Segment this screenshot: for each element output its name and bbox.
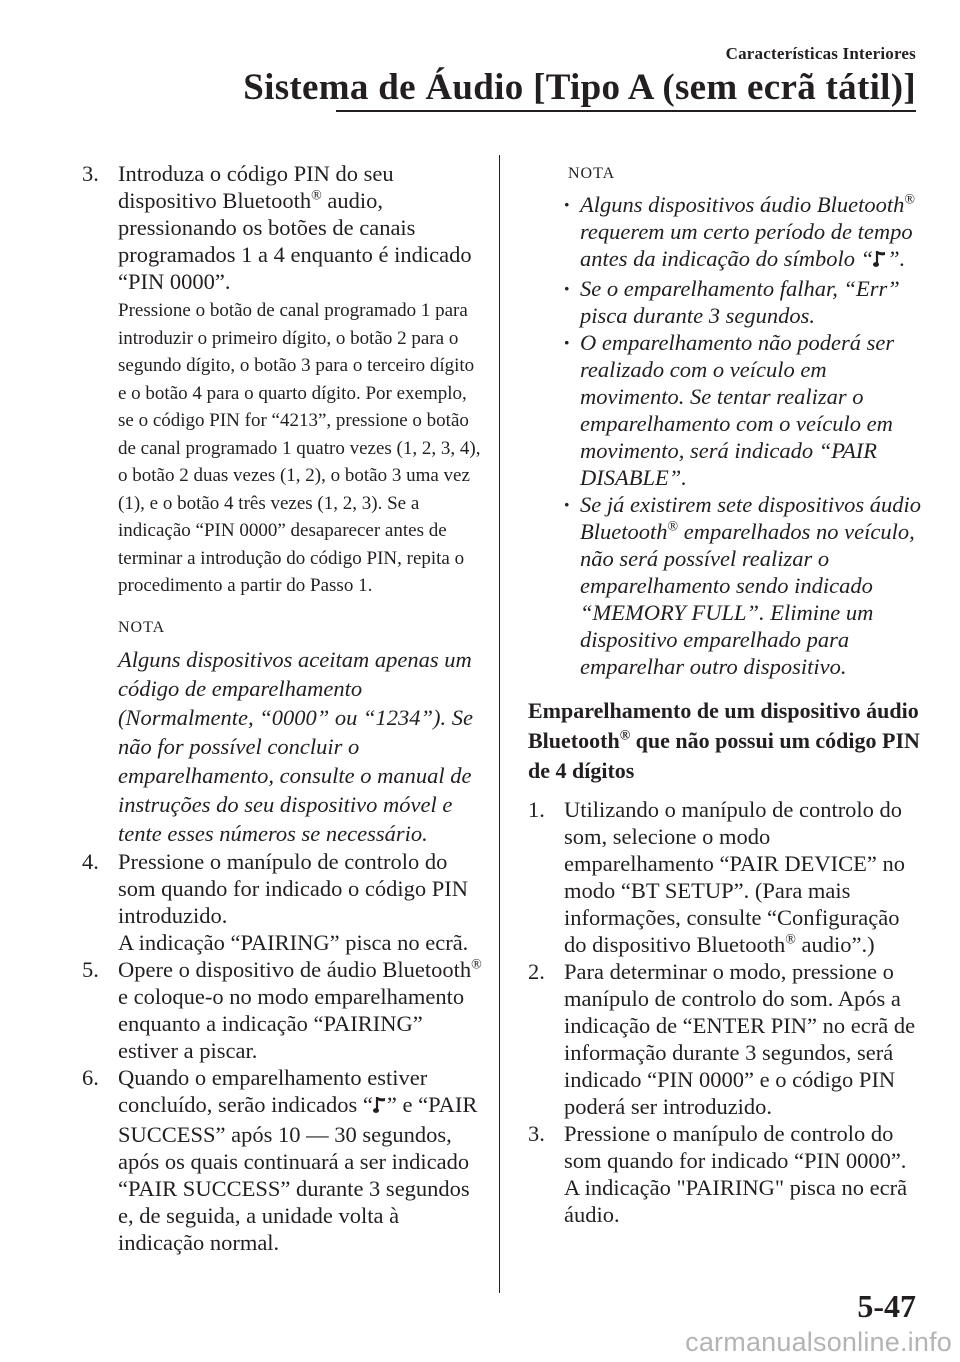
step-text: Introduza o código PIN do seu dispositivo Bluetooth <box>118 161 394 213</box>
step-body <box>118 848 482 956</box>
step-body <box>564 958 923 1120</box>
step-text: ” e “PAIR SUCCESS” após 10 — 30 segundos, após os quais continuará a ser indicado “PAIR SUCCESS” durante 3 segundos e, de seguida, a unidade volta à indicação normal. <box>118 1091 478 1255</box>
step-3 <box>82 160 482 848</box>
watermark: carmanualsonline.info <box>685 1327 952 1357</box>
step-5 <box>82 956 482 1064</box>
step-text: Para determinar o modo, pressione o manípulo de controlo do som. Após a indicação de “ENTER PIN” no ecrã de informação durante 3 segundos, será indicado “PIN 0000” e o código PIN poderá ser introduzido. <box>564 959 916 1119</box>
step-3-right <box>528 1120 923 1228</box>
registered-mark: ® <box>471 957 482 972</box>
step-number: 5. <box>82 956 99 982</box>
section-title: Características Interiores <box>725 44 916 63</box>
step-body <box>118 160 482 848</box>
registered-mark: ® <box>904 192 916 208</box>
step-number: 6. <box>82 1064 99 1090</box>
step-body <box>118 1064 482 1256</box>
step-text: A indicação "PAIRING" pisca no ecrã áudio. <box>564 1175 908 1227</box>
note-bullet: · Alguns dispositivos áudio Bluetooth® requerem um certo período de tempo antes da indicação do símbolo “ ”. <box>558 191 923 275</box>
step-text: A indicação “PAIRING” pisca no ecrã. <box>118 929 469 955</box>
note-bullet: · Se o emparelhamento falhar, “Err” pisca durante 3 segundos. <box>558 275 923 329</box>
step-text: Pressione o manípulo de controlo do som quando for indicado “PIN 0000”. <box>564 1121 907 1173</box>
registered-mark: ® <box>667 519 679 535</box>
step-body <box>564 1120 923 1228</box>
right-column <box>528 160 923 1228</box>
step-4 <box>82 848 482 956</box>
step-2 <box>528 958 923 1120</box>
step-text: e coloque-o no modo emparelhamento enquanto a indicação “PAIRING” estiver a piscar. <box>118 983 465 1063</box>
step-number: 4. <box>82 848 99 874</box>
music-note-icon <box>373 1094 387 1121</box>
page-number: 5-47 <box>857 1288 916 1324</box>
left-column <box>82 160 482 1256</box>
note-bullet-list <box>558 191 923 680</box>
step-detail: Pressione o botão de canal programado 1 para introduzir o primeiro dígito, o botão 2 para o segundo dígito, o botão 3 para o terceiro dígito e o botão 4 para o quarto dígito. Por exemplo, se o código PIN for “4213”, pressione o botão de canal programado 1 quatro vezes (1, 2, 3, 4), o botão 2 duas vezes (1, 2), o botão 3 uma vez (1), e o botão 4 três vezes (1, 2, 3). Se a indicação “PIN 0000” desaparecer antes de terminar a introdução do código PIN, repita o procedimento a partir do Passo 1. <box>118 300 481 596</box>
registered-mark: ® <box>785 932 796 948</box>
note-bullet: · O emparelhamento não poderá ser realizado com o veículo em movimento. Se tentar realizar o emparelhamento com o veículo em movimento, será indicado “PAIR DISABLE”. <box>558 329 923 491</box>
step-number: 3. <box>528 1121 545 1146</box>
step-body <box>118 956 482 1064</box>
step-number: 2. <box>528 959 545 984</box>
step-text: audio, pressionando os botões de canais programados 1 a 4 enquanto é indicado “PIN 0000”. <box>118 188 472 294</box>
step-number: 3. <box>82 161 99 186</box>
music-note-icon <box>873 248 887 275</box>
page-title: Sistema de Áudio [Tipo A (sem ecrã tátil)] <box>243 67 916 108</box>
column-divider <box>499 155 500 1293</box>
step-text: audio”.) <box>795 932 875 957</box>
step-text: Utilizando o manípulo de controlo do som, selecione o modo emparelhamento “PAIR DEVICE” no modo “BT SETUP”. (Para mais informações, consulte “Configuração do dispositivo Bluetooth <box>564 797 905 957</box>
header-rule <box>336 110 916 112</box>
note-label: NOTA <box>118 618 166 636</box>
registered-mark: ® <box>619 728 631 744</box>
note-label: NOTA <box>568 165 616 182</box>
registered-mark: ® <box>311 188 322 204</box>
step-6 <box>82 1064 482 1256</box>
step-text: Pressione o manípulo de controlo do som quando for indicado o código PIN introduzido. <box>118 848 468 928</box>
step-number: 1. <box>528 797 545 822</box>
step-text: Opere o dispositivo de áudio Bluetooth <box>118 956 472 982</box>
section-heading: Emparelhamento de um dispositivo áudio Bluetooth® que não possui um código PIN de 4 dígitos <box>528 698 920 783</box>
step-1 <box>528 796 923 958</box>
note-text: Alguns dispositivos aceitam apenas um código de emparelhamento (Normalmente, “0000” ou “1234”). Se não for possível concluir o emparelhamento, consulte o manual de instruções do seu dispositivo móvel e tente esses números se necessário. <box>118 646 474 846</box>
step-text: Quando o emparelhamento estiver concluído, serão indicados “ <box>118 1064 428 1117</box>
note-bullet: · Se já existirem sete dispositivos áudio Bluetooth® emparelhados no veículo, não será possível realizar o emparelhamento sendo indicado “MEMORY FULL”. Elimine um dispositivo emparelhado para emparelhar outro dispositivo. <box>558 491 923 680</box>
step-body <box>564 796 923 958</box>
